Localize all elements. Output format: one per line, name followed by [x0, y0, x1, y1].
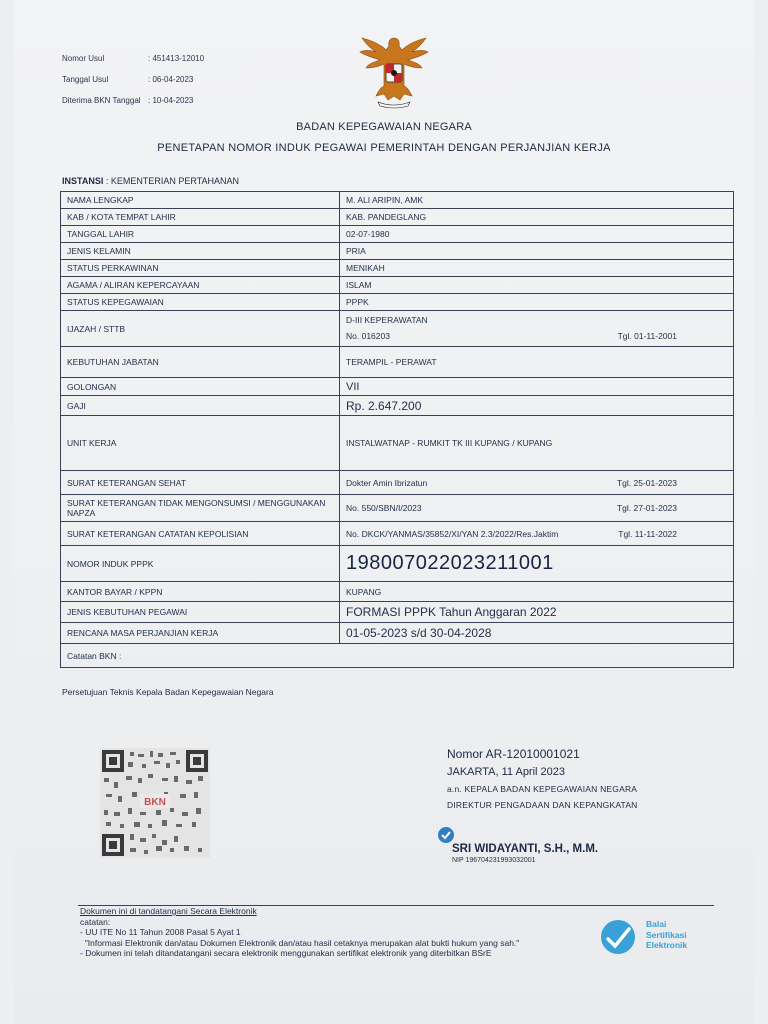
masa-kerja-label: RENCANA MASA PERJANJIAN KERJA — [61, 623, 340, 644]
sk-napza-tanggal: Tgl. 27-01-2023 — [616, 503, 677, 513]
personnel-data-table — [60, 191, 734, 668]
sk-napza-cell — [340, 495, 734, 522]
sk-sehat-value: Dokter Amin Ibrizatun — [346, 477, 428, 488]
kebutuhan-jabatan-label: KEBUTUHAN JABATAN — [61, 347, 340, 378]
instansi-value: : KEMENTERIAN PERTAHANAN — [105, 176, 240, 186]
skck-tanggal: Tgl. 11-11-2022 — [618, 528, 677, 539]
submission-meta — [62, 48, 204, 111]
footer-catatan: catatan: — [80, 916, 111, 927]
table-row — [61, 311, 734, 347]
svg-text:BKN: BKN — [144, 797, 166, 808]
tempat-lahir-value: KAB. PANDEGLANG — [340, 209, 734, 226]
nomor-usul-value: : 451413-12010 — [148, 54, 205, 63]
skck-cell — [340, 522, 734, 546]
signature-place-date: JAKARTA, 11 April 2023 — [447, 766, 566, 778]
skck-detail — [346, 529, 727, 539]
gaji-value: Rp. 2.647.200 — [340, 396, 734, 416]
table-row — [61, 378, 734, 396]
ijazah-nomor: No. 016203 — [346, 330, 390, 341]
table-row — [61, 495, 734, 522]
table-row — [61, 416, 734, 471]
table-row — [61, 396, 734, 416]
nama-value: M. ALI ARIPIN, AMK — [340, 192, 734, 209]
sk-napza-value: No. 550/SBN/I/2023 — [346, 503, 422, 513]
catatan-bkn: Catatan BKN : — [61, 644, 734, 668]
footer-notes — [80, 906, 519, 959]
footer-line-1: - UU ITE No 11 Tahun 2008 Pasal 5 Ayat 1 — [80, 927, 241, 937]
jenis-kelamin-label: JENIS KELAMIN — [61, 243, 340, 260]
golongan-value: VII — [340, 378, 734, 396]
diterima-label: Diterima BKN Tanggal — [62, 96, 141, 105]
nip-label: NOMOR INDUK PPPK — [61, 546, 340, 582]
esignature-seal-icon — [437, 826, 455, 844]
table-row — [61, 209, 734, 226]
garuda-emblem-icon — [356, 30, 432, 110]
agama-label: AGAMA / ALIRAN KEPERCAYAAN — [61, 277, 340, 294]
skck-value: No. DKCK/YANMAS/35852/XI/YAN 2.3/2022/Res.Jaktim — [346, 528, 559, 539]
bsre-line-3: Elektronik — [646, 940, 688, 950]
gaji-label: GAJI — [61, 396, 340, 416]
table-row — [61, 522, 734, 546]
unit-kerja-label: UNIT KERJA — [61, 416, 340, 471]
ijazah-detail — [346, 327, 727, 345]
instansi-label: INSTANSI — [62, 176, 104, 186]
ijazah-label: IJAZAH / STTB — [61, 311, 340, 347]
table-row — [61, 347, 734, 378]
ijazah-value: D-III KEPERAWATAN — [346, 314, 428, 325]
kantor-bayar-label: KANTOR BAYAR / KPPN — [61, 582, 340, 602]
signatory-name: SRI WIDAYANTI, S.H., M.M. — [452, 843, 599, 855]
document-number: Nomor AR-12010001021 — [447, 747, 580, 761]
table-row — [61, 471, 734, 495]
bsre-logo-text — [646, 919, 687, 951]
document-title: PENETAPAN NOMOR INDUK PEGAWAI PEMERINTAH DENGAN PERJANJIAN KERJA — [157, 142, 611, 154]
table-row — [61, 294, 734, 311]
status-kepegawaian-value: PPPK — [340, 294, 734, 311]
ijazah-cell — [340, 311, 734, 347]
jenis-kebutuhan-value: FORMASI PPPK Tahun Anggaran 2022 — [340, 602, 734, 623]
table-row — [61, 277, 734, 294]
golongan-label: GOLONGAN — [61, 378, 340, 396]
ijazah-tanggal: Tgl. 01-11-2001 — [617, 330, 677, 341]
diterima-value: : 10-04-2023 — [148, 96, 194, 105]
agency-heading: BADAN KEPEGAWAIAN NEGARA — [296, 121, 472, 133]
unit-kerja-value: INSTALWATNAP - RUMKIT TK III KUPANG / KUPANG — [340, 416, 734, 471]
table-row — [61, 226, 734, 243]
sk-sehat-tanggal: Tgl. 25-01-2023 — [616, 477, 677, 488]
tanggal-lahir-value: 02-07-1980 — [340, 226, 734, 243]
tanggal-usul-value: : 06-04-2023 — [148, 75, 194, 84]
sk-napza-detail — [346, 503, 727, 513]
bsre-line-1: Balai — [646, 919, 667, 929]
table-row — [61, 644, 734, 668]
jenis-kelamin-value: PRIA — [340, 243, 734, 260]
sk-sehat-label: SURAT KETERANGAN SEHAT — [61, 471, 340, 495]
kantor-bayar-value: KUPANG — [340, 582, 734, 602]
jenis-kebutuhan-label: JENIS KEBUTUHAN PEGAWAI — [61, 602, 340, 623]
table-row — [61, 623, 734, 644]
table-row — [61, 546, 734, 582]
tanggal-lahir-label: TANGGAL LAHIR — [61, 226, 340, 243]
nip-value: 198007022023211001 — [340, 546, 734, 582]
persetujuan-teknis: Persetujuan Teknis Kepala Badan Kepegawaian Negara — [62, 687, 274, 697]
footer-title: Dokumen ini di tandatangani Secara Elektronik — [80, 906, 257, 916]
sk-sehat-detail — [346, 478, 727, 488]
signatory-nip: NIP 196704231993032001 — [452, 857, 536, 864]
qr-code-icon — [100, 748, 210, 858]
sk-napza-label: SURAT KETERANGAN TIDAK MENGONSUMSI / MENGGUNAKAN NAPZA — [61, 495, 340, 522]
masa-kerja-value: 01-05-2023 s/d 30-04-2028 — [340, 623, 734, 644]
nama-label: NAMA LENGKAP — [61, 192, 340, 209]
signature-on-behalf: a.n. KEPALA BADAN KEPEGAWAIAN NEGARA — [447, 784, 638, 794]
table-row — [61, 582, 734, 602]
tanggal-usul-label: Tanggal Usul — [62, 75, 109, 84]
table-row — [61, 192, 734, 209]
table-row — [61, 243, 734, 260]
kebutuhan-jabatan-value: TERAMPIL - PERAWAT — [340, 347, 734, 378]
footer-line-3: - Dokumen ini telah ditandatangani secara elektronik menggunakan sertifikat elektronik yang diterbitkan BSrE — [80, 948, 492, 958]
tempat-lahir-label: KAB / KOTA TEMPAT LAHIR — [61, 209, 340, 226]
skck-label: SURAT KETERANGAN CATATAN KEPOLISIAN — [61, 522, 340, 546]
table-row — [61, 602, 734, 623]
status-perkawinan-value: MENIKAH — [340, 260, 734, 277]
table-row — [61, 260, 734, 277]
bsre-line-2: Sertifikasi — [646, 929, 687, 940]
signature-position: DIREKTUR PENGADAAN DAN KEPANGKATAN — [447, 800, 638, 810]
agama-value: ISLAM — [340, 277, 734, 294]
status-perkawinan-label: STATUS PERKAWINAN — [61, 260, 340, 277]
instansi-line — [62, 176, 239, 186]
footer-line-2: "Informasi Elektronik dan/atau Dokumen Elektronik dan/atau hasil cetaknya merupakan alat bukti hukum yang sah." — [80, 937, 520, 948]
signature-block — [447, 745, 638, 864]
status-kepegawaian-label: STATUS KEPEGAWAIAN — [61, 294, 340, 311]
sk-sehat-cell — [340, 471, 734, 495]
nomor-usul-label: Nomor Usul — [62, 54, 105, 63]
